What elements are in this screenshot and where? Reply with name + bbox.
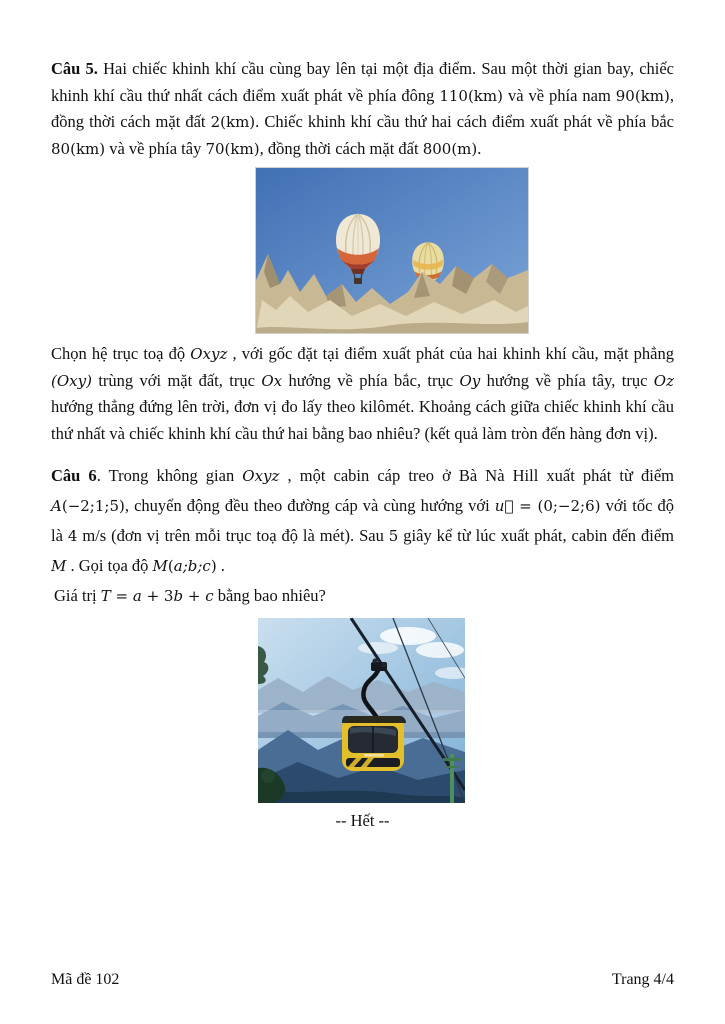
text-segment: (−2;1;5) xyxy=(61,497,125,515)
text-segment: 80(km) xyxy=(51,139,106,158)
text-segment: Oxyz xyxy=(190,345,228,363)
text-segment: 110(km) xyxy=(439,86,503,105)
question-5-coordinate-text xyxy=(51,341,674,447)
text-segment: giây kể từ lúc xuất phát, cabin đến điểm xyxy=(398,526,674,545)
page-footer xyxy=(51,970,674,990)
text-segment: hướng thẳng đứng lên trời, đơn vị đo lấy theo kilômét. Khoảng cách giữa chiếc khinh khí cầu thứ nhất và chiếc khinh khí cầu thứ hai bằng bao nhiêu? (kết quả làm tròn đến hàng đơn vị). xyxy=(51,397,674,443)
text-segment: , đồng thời cách mặt đất xyxy=(51,85,674,131)
text-segment: . xyxy=(477,138,482,158)
hot-air-balloons-figure xyxy=(255,167,529,334)
cable-car-photo xyxy=(258,618,465,803)
text-segment: Câu 5. xyxy=(51,59,98,78)
text-segment: b xyxy=(173,587,184,605)
text-segment: Câu 6 xyxy=(51,466,97,485)
text-segment: 5 xyxy=(388,527,399,545)
end-marker: -- Hết -- xyxy=(335,810,390,830)
cable-car-figure xyxy=(258,618,465,803)
text-segment: , đồng thời cách mặt đất xyxy=(259,138,423,158)
question-6-text xyxy=(51,461,674,581)
text-segment: M xyxy=(152,557,168,575)
text-segment: hướng về phía bắc, trục xyxy=(282,370,460,390)
page-number: Trang 4/4 xyxy=(611,971,674,988)
text-segment: , với gốc đặt tại điểm xuất phát của hai khinh khí cầu, mặt phẳng xyxy=(227,344,674,363)
text-segment: Hai chiếc khinh khí cầu cùng bay lên tại một địa điểm. Sau một thời gian bay, chiếc khinh khí cầu thứ nhất cách điểm xuất phát về phía đông xyxy=(51,59,675,105)
text-segment: . xyxy=(216,556,225,575)
text-segment: . Chiếc khinh khí cầu thứ hai cách điểm xuất phát về phía bắc xyxy=(255,112,674,131)
text-segment: Giá trị xyxy=(54,586,101,605)
text-segment: 90(km) xyxy=(615,86,670,105)
text-segment: + xyxy=(183,587,206,605)
question-6-final-question xyxy=(51,583,674,610)
text-segment: trùng với mặt đất, trục xyxy=(91,370,262,390)
text-segment: (Oxy) xyxy=(51,371,92,390)
exam-code: Mã đề 102 xyxy=(51,971,120,988)
text-segment: M xyxy=(51,557,67,575)
text-segment: bằng bao nhiêu? xyxy=(213,586,326,605)
text-segment: u⃗ xyxy=(494,497,514,515)
text-segment: với tốc độ là xyxy=(51,496,674,545)
text-segment: = (0;−2;6) xyxy=(513,497,601,515)
text-segment: c xyxy=(205,587,214,605)
text-segment: . Gọi tọa độ xyxy=(66,556,153,575)
text-segment: Chọn hệ trục toạ độ xyxy=(51,344,191,363)
text-segment: ) xyxy=(210,557,217,575)
text-segment: a;b;c xyxy=(173,557,211,575)
text-segment: . Trong không gian xyxy=(96,466,243,485)
text-segment: 4 xyxy=(67,527,78,545)
text-segment: hướng về phía tây, trục xyxy=(480,370,654,390)
text-segment: A xyxy=(51,497,62,515)
text-segment: Oz xyxy=(653,371,674,390)
text-segment: ( xyxy=(167,557,174,575)
text-segment: 70(km) xyxy=(205,139,260,158)
text-segment: a xyxy=(132,587,142,605)
text-segment: , chuyển động đều theo đường cáp và cùng hướng với xyxy=(124,496,495,515)
hot-air-balloons-photo xyxy=(256,168,528,333)
text-segment: Oxyz xyxy=(242,467,280,485)
text-segment: 800(m) xyxy=(422,139,478,158)
text-segment: , một cabin cáp treo ở Bà Nà Hill xuất phát từ điểm xyxy=(279,466,675,485)
text-segment: Ox xyxy=(261,371,283,390)
text-segment: = xyxy=(110,587,133,605)
text-segment: m/s (đơn vị trên mỗi trục toạ độ là mét). Sau xyxy=(77,526,389,545)
text-segment: T xyxy=(100,587,111,605)
text-segment: + 3 xyxy=(141,587,174,605)
text-segment: và về phía nam xyxy=(502,85,616,105)
text-segment: và về phía tây xyxy=(105,138,206,158)
question-5-text xyxy=(51,56,674,162)
text-segment: Oy xyxy=(459,371,481,390)
text-segment: 2(km) xyxy=(210,113,256,131)
